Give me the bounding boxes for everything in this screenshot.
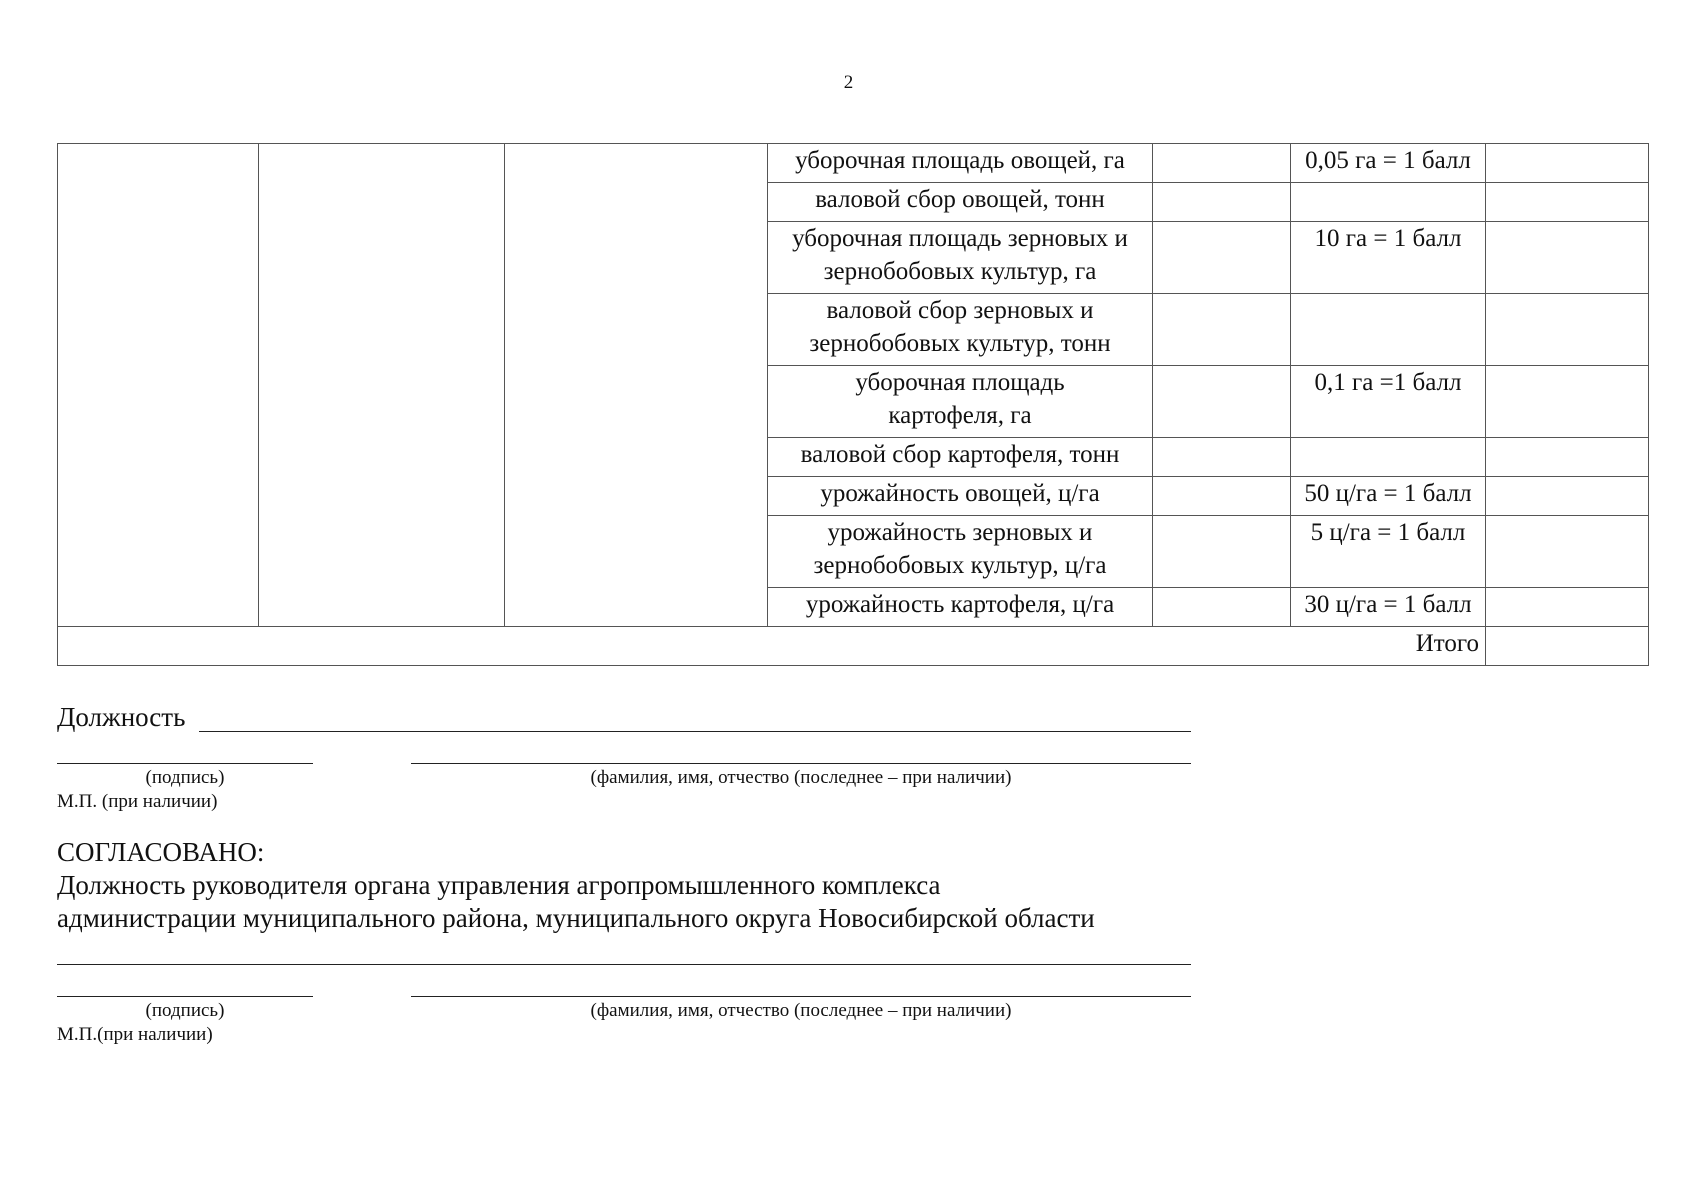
empty-cell-col3 <box>505 144 768 627</box>
norm-cell: 10 га = 1 балл <box>1291 222 1486 294</box>
norm-cell <box>1291 183 1486 222</box>
indicator-cell: уборочная площадь картофеля, га <box>768 366 1153 438</box>
approval-position-line-1: Должность руководителя органа управления агропромышленного комплекса <box>57 870 941 900</box>
indicator-cell: урожайность зерновых и зернобобовых культур, ц/га <box>768 516 1153 588</box>
score-cell <box>1486 588 1649 627</box>
total-label: Итого <box>58 627 1486 666</box>
approval-position-line-2: администрации муниципального района, муниципального округа Новосибирской области <box>57 903 1095 933</box>
stamp-note: М.П. (при наличии) <box>57 791 218 812</box>
norm-cell: 50 ц/га = 1 балл <box>1291 477 1486 516</box>
signature-caption: (подпись) <box>145 767 225 788</box>
indicator-cell: уборочная площадь зерновых и зернобобовых культур, га <box>768 222 1153 294</box>
norm-cell: 0,1 га =1 балл <box>1291 366 1486 438</box>
approval-stamp-note: М.П.(при наличии) <box>57 1024 213 1045</box>
value-cell <box>1153 516 1291 588</box>
value-cell <box>1153 144 1291 183</box>
norm-cell: 5 ц/га = 1 балл <box>1291 516 1486 588</box>
indicator-cell: уборочная площадь овощей, га <box>768 144 1153 183</box>
signature-line[interactable] <box>57 763 313 764</box>
indicator-cell: валовой сбор картофеля, тонн <box>768 438 1153 477</box>
score-cell <box>1486 477 1649 516</box>
total-score-cell <box>1486 627 1649 666</box>
value-cell <box>1153 222 1291 294</box>
value-cell <box>1153 294 1291 366</box>
approval-signature-caption: (подпись) <box>145 1000 225 1021</box>
score-cell <box>1486 438 1649 477</box>
total-row <box>58 627 1649 666</box>
indicator-cell: урожайность картофеля, ц/га <box>768 588 1153 627</box>
value-cell <box>1153 183 1291 222</box>
score-cell <box>1486 183 1649 222</box>
empty-cell-col2 <box>259 144 505 627</box>
score-cell <box>1486 144 1649 183</box>
norm-cell: 30 ц/га = 1 балл <box>1291 588 1486 627</box>
approval-heading: СОГЛАСОВАНО: <box>57 837 265 867</box>
table-row <box>58 144 1649 183</box>
name-caption: (фамилия, имя, отчество (последнее – при наличии) <box>590 767 1012 788</box>
norm-cell: 0,05 га = 1 балл <box>1291 144 1486 183</box>
value-cell <box>1153 477 1291 516</box>
indicator-cell: валовой сбор овощей, тонн <box>768 183 1153 222</box>
value-cell <box>1153 588 1291 627</box>
value-cell <box>1153 366 1291 438</box>
norm-cell <box>1291 294 1486 366</box>
page-number: 2 <box>843 72 854 93</box>
approval-name-caption: (фамилия, имя, отчество (последнее – при наличии) <box>590 1000 1012 1021</box>
value-cell <box>1153 438 1291 477</box>
norm-cell <box>1291 438 1486 477</box>
criteria-table <box>57 143 1649 666</box>
indicator-cell: урожайность овощей, ц/га <box>768 477 1153 516</box>
approval-signature-line[interactable] <box>57 996 313 997</box>
name-line[interactable] <box>411 763 1191 764</box>
score-cell <box>1486 516 1649 588</box>
score-cell <box>1486 222 1649 294</box>
score-cell <box>1486 294 1649 366</box>
indicator-cell: валовой сбор зерновых и зернобобовых культур, тонн <box>768 294 1153 366</box>
position-label: Должность <box>57 702 186 732</box>
position-line[interactable] <box>199 731 1191 732</box>
empty-cell-col1 <box>58 144 259 627</box>
approval-name-line[interactable] <box>411 996 1191 997</box>
approval-position-line[interactable] <box>57 964 1191 965</box>
score-cell <box>1486 366 1649 438</box>
